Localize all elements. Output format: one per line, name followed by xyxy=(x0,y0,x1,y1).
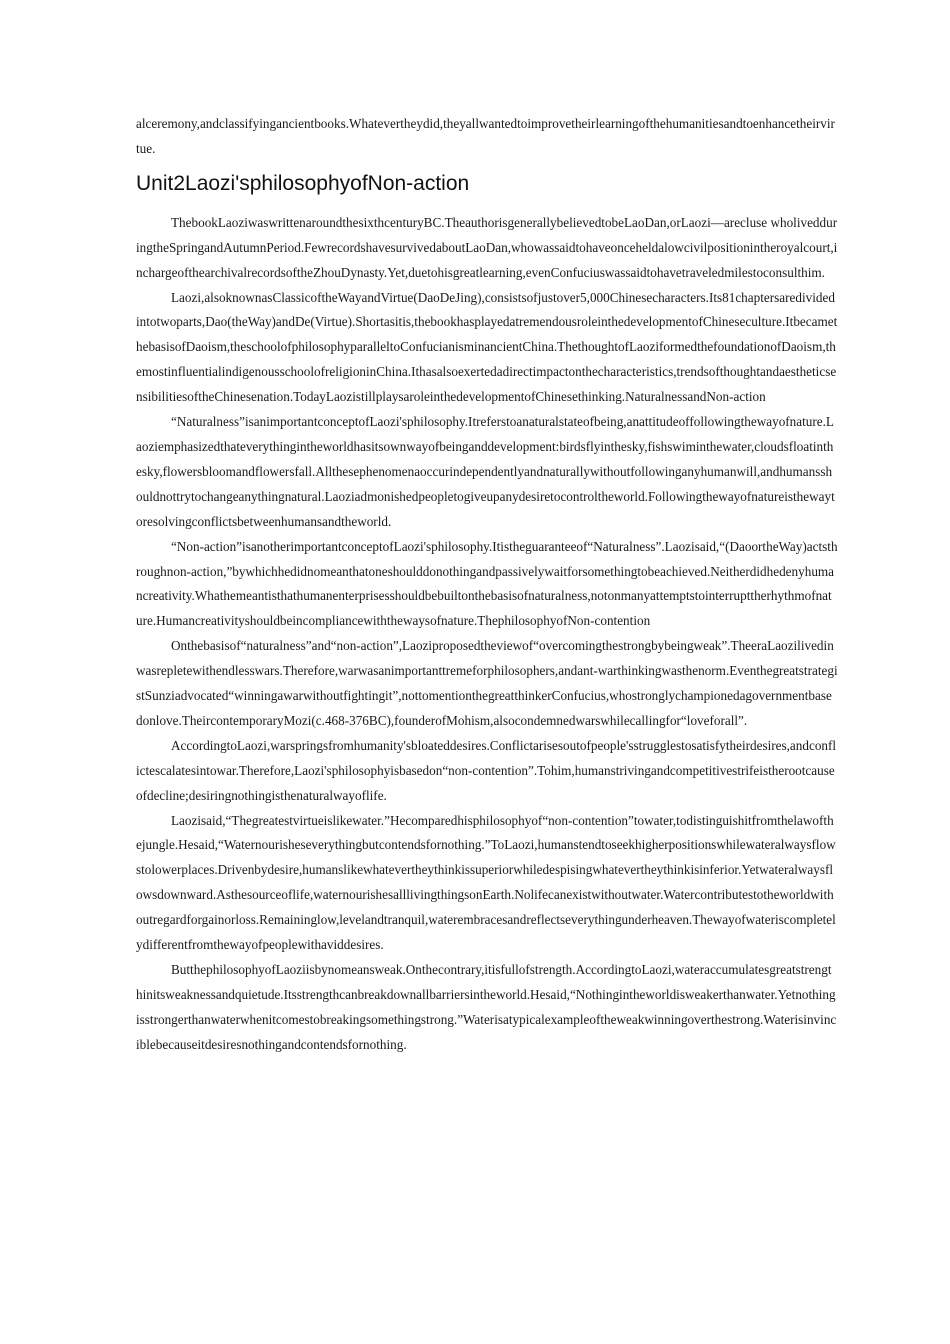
document-body xyxy=(136,112,838,1058)
paragraph-authorship: ThebookLaoziwaswrittenaroundthesixthcenturyBC.TheauthorisgenerallybelievedtobeLaoDan,orLaozi—arecluse wholivedduringtheSpringandAutumnPeriod.FewrecordshavesurvivedaboutLaoDan,whowassaidtohaveonceheldalowcivilpositionintheroyalcourt,inchargeofthearchivalrecordsoftheZhouDynasty.Yet,duetohisgreatlearning,evenConfuciuswassaidtohavetraveledmilestoconsulthim. xyxy=(136,214,838,280)
lead-paragraph: alceremony,andclassifyingancientbooks.Whatevertheydid,theyallwantedtoimprovetheirlearningofthehumanitiesandtoenhancetheirvirtue. xyxy=(136,116,835,156)
paragraph-weak-overcomes-strong: Onthebasisof“naturalness”and“non-action”,Laoziproposedtheviewof“overcomingthestrongbybeingweak”.TheeraLaozilivedinwasrepletewithendlesswars.Therefore,warwasanimportanttremeforphilosophers,andant-warthinkingwasthenorm.EventhegreatstrategistSunziadvocated“winningawarwithoutfightingit”,nottomentionthegreatthinkerConfucius,whostronglychampionedagovernmentbasedonlove.TheircontemporaryMozi(c.468-376BC),founderofMohism,alsocondemnedwarswhilecallingfor“loveforall”. xyxy=(136,638,838,728)
paragraph-strength-of-water: ButthephilosophyofLaoziisbynomeansweak.Onthecontrary,itisfullofstrength.AccordingtoLaozi,wateraccumulatesgreatstrengthinitsweaknessandquietude.Itsstrengthcanbreakdownallbarriersintheworld.Hesaid,“Nothingintheworldisweakerthanwater.Yetnothingisstrongerthanwaterwhenitcomestobreakingsomethingstrong.”Waterisatypicalexampleoftheweakwinningoverthestrong.Waterisinvinciblebecauseitdesiresnothingandcontendsfornothing. xyxy=(136,962,837,1052)
unit-title: Unit2Laozi'sphilosophyofNon-action xyxy=(136,171,470,195)
paragraph-war-and-desire: AccordingtoLaozi,warspringsfromhumanity'sbloateddesires.Conflictarisesoutofpeople'sstrugglestosatisfytheirdesires,andconflictescalatesintowar.Therefore,Laozi'sphilosophyisbasedon“non-contention”.Tohim,humanstrivingandcompetitivestrifeistherootcauseofdecline;desiringnothingisthenaturalwayoflife. xyxy=(136,737,837,803)
paragraph-naturalness: “Naturalness”isanimportantconceptofLaozi'sphilosophy.Itreferstoanaturalstateofbeing,anattitudeoffollowingthewayofnature.Laoziemphasizedthateverythingintheworldhasitsownwayofbeinganddevelopment:birdsflyinthesky,fishswiminthewater,cloudsfloatinthesky,flowersbloomandflowersfall.Allthesephenomenaoccurindependentlyandnaturallywithoutfollowinganyhumanwill,andhumansshouldnottrytochangeanythingnatural.Laoziadmonishedpeopletogiveupanydesiretocontroltheworld.Followingthewayofnatureisthewaytoresolvingconflictsbetweenhumansandtheworld. xyxy=(136,414,835,529)
paragraph-classic-way-virtue: Laozi,alsoknownasClassicoftheWayandVirtue(DaoDeJing),consistsofjustover5,000Chinesecharacters.Its81chaptersaredividedintotwoparts,Dao(theWay)andDe(Virtue).Shortasitis,thebookhasplayedatremendousroleinthedevelopmentofChineseculture.ItbecamethebasisofDaoism,theschoolofphilosophyparalleltoConfucianisminancientChina.ThethoughtofLaoziformedthefoundationofDaoism,themostinfluentialindigenousschoolofreligioninChina.Ithasalsoexertedadirectimpactonthecharacteristics,trendsofthoughtandaestheticsensibilitiesoftheChinesenation.TodayLaozistillplaysaroleinthedevelopmentofChinesethinking.NaturalnessandNon-action xyxy=(136,289,838,405)
paragraph-non-action: “Non-action”isanotherimportantconceptofLaozi'sphilosophy.Itistheguaranteeof“Naturalness”.Laozisaid,“(DaoortheWay)actsthroughnon-action,”bywhichhedidnomeanthatoneshoulddonothingandpassivelywaitforsomethingtobeachieved.Neitherdidhedenyhumancreativity.Whathemeantisthathumanenterprisesshouldbebuiltonthebasisofnaturalness,notonmanyattemptstointerrupttherhythmofnature.Humancreativityshouldbeincompliancewiththewaysofnature.ThephilosophyofNon-contention xyxy=(136,538,838,629)
paragraph-water-virtue: Laozisaid,“Thegreatestvirtueislikewater.”Hecomparedhisphilosophyof“non-contention”towater,todistinguishitfromthelawofthejungle.Hesaid,“Waternourisheseverythingbutcontendsfornothing.”ToLaozi,humanstendtoseekhigherpositionswhilewateralwaysflowstolowerplaces.Drivenbydesire,humanslikewhatevertheythinkissuperiorwhiledespisingwhatevertheythinkisinferior.Yetwateralwaysflowsdownward.Asthesourceoflife,waternourishesalllivingthingsonEarth.Nolifecanexistwithoutwater.Watercontributestotheworldwithoutregardforgainorloss.Remaininglow,levelandtranquil,waterembracesandreflectseverythingunderheaven.Thewayofwateriscompletelydifferentfromthewayofpeoplewithaviddesires. xyxy=(136,812,836,953)
